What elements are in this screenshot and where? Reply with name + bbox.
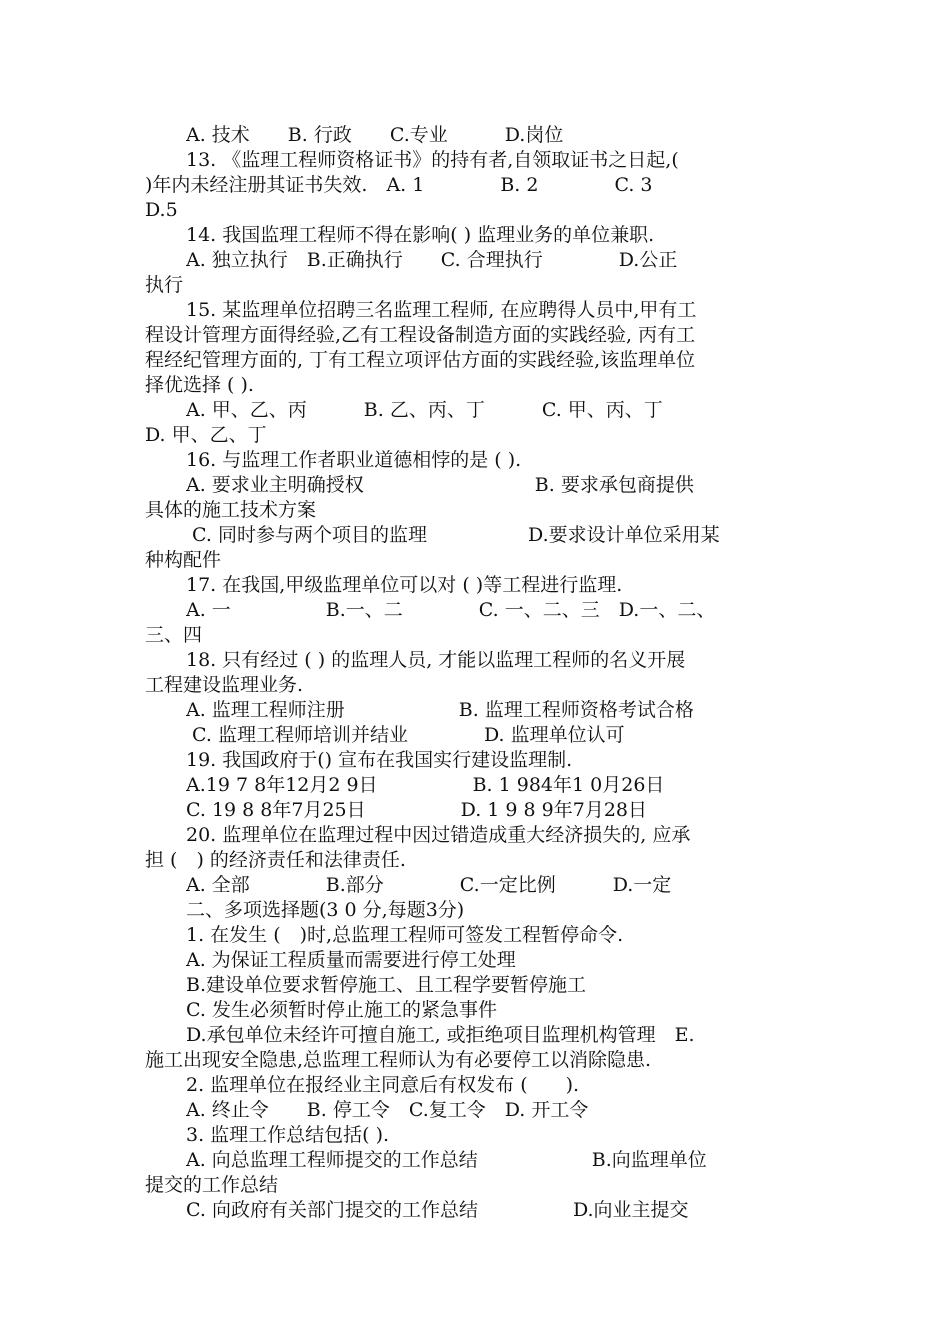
text-line: A.19 7 8年12月2 9日 B. 1 984年1 0月26日 [186,774,665,796]
question-13: 13. 《监理工程师资格证书》的持有者,自领取证书之日起,( [186,149,679,171]
text-line: )年内未经注册其证书失效. A. 1 B. 2 C. 3 [145,174,653,196]
text-line: D.5 [145,199,178,221]
mc-question-1: 1. 在发生 ( )时,总监理工程师可签发工程暂停命令. [186,924,624,946]
mc-question-3: 3. 监理工作总结包括( ). [186,1124,390,1146]
question-15: 15. 某监理单位招聘三名监理工程师, 在应聘得人员中,甲有工 [186,299,697,321]
text-line: 担 ( ) 的经济责任和法律责任. [145,849,406,871]
text-line: 种构配件 [145,549,222,571]
text-line: A. 要求业主明确授权 B. 要求承包商提供 [186,474,694,496]
text-line: C. 向政府有关部门提交的工作总结 D.向业主提交 [186,1199,689,1221]
section-heading: 二、多项选择题(3 0 分,每题3分) [186,899,465,921]
text-line: A. 一 B.一、二 C. 一、二、三 D.一、二、 [186,599,716,621]
text-line: 提交的工作总结 [145,1174,279,1196]
text-line: D. 甲、乙、丁 [145,424,267,446]
text-line: A. 向总监理工程师提交的工作总结 B.向监理单位 [186,1149,707,1171]
text-line: 工程建设监理业务. [145,674,304,696]
text-line: A. 监理工程师注册 B. 监理工程师资格考试合格 [186,699,694,721]
text-line: A. 为保证工程质量而需要进行停工处理 [186,949,516,971]
text-line: A. 技术 B. 行政 C.专业 D.岗位 [186,124,564,146]
text-line: 执行 [145,274,184,296]
text-line: 三、四 [145,624,203,646]
text-line: C. 同时参与两个项目的监理 D.要求设计单位采用某 [186,524,720,546]
text-line: 择优选择 ( ). [145,374,254,396]
text-line: C. 发生必须暂时停止施工的紧急事件 [186,999,497,1021]
text-line: D.承包单位未经许可擅自施工, 或拒绝项目监理机构管理 E. [186,1024,695,1046]
mc-question-2: 2. 监理单位在报经业主同意后有权发布 ( ). [186,1074,580,1096]
text-line: A. 终止令 B. 停工令 C.复工令 D. 开工令 [186,1099,589,1121]
text-line: 程设计管理方面得经验,乙有工程设备制造方面的实践经验, 丙有工 [145,324,696,346]
text-line: 程经纪管理方面的, 丁有工程立项评估方面的实践经验,该监理单位 [145,349,696,371]
text-line: 施工出现安全隐患,总监理工程师认为有必要停工以消除隐患. [145,1049,652,1071]
question-16: 16. 与监理工作者职业道德相悖的是 ( ). [186,449,522,471]
question-19: 19. 我国政府于() 宣布在我国实行建设监理制. [186,749,573,771]
text-line: A. 甲、乙、丙 B. 乙、丙、丁 C. 甲、丙、丁 [186,399,663,421]
question-20: 20. 监理单位在监理过程中因过错造成重大经济损失的, 应承 [186,824,691,846]
question-17: 17. 在我国,甲级监理单位可以对 ( )等工程进行监理. [186,574,623,596]
text-line: A. 全部 B.部分 C.一定比例 D.一定 [186,874,672,896]
question-18: 18. 只有经过 ( ) 的监理人员, 才能以监理工程师的名义开展 [186,649,686,671]
text-line: A. 独立执行 B.正确执行 C. 合理执行 D.公正 [186,249,678,271]
text-line: C. 监理工程师培训并结业 D. 监理单位认可 [186,724,625,746]
question-14: 14. 我国监理工程师不得在影响( ) 监理业务的单位兼职. [186,224,655,246]
text-line: C. 19 8 8年7月25日 D. 1 9 8 9年7月28日 [186,799,648,821]
text-line: 具体的施工技术方案 [145,499,317,521]
text-line: B.建设单位要求暂停施工、且工程学要暂停施工 [186,974,587,996]
